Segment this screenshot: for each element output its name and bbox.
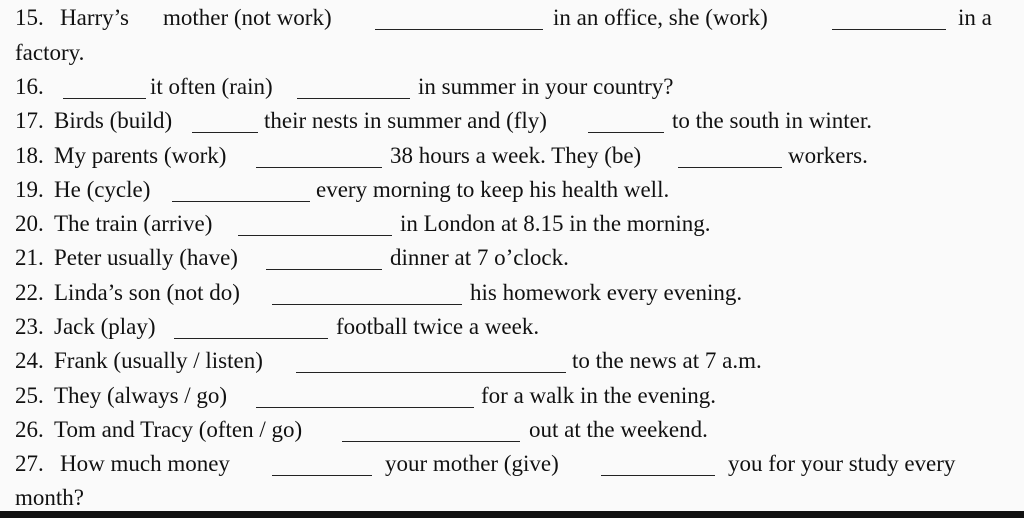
answer-blank[interactable] bbox=[342, 441, 520, 442]
item-text: They (always / go) bbox=[54, 383, 228, 408]
answer-blank[interactable] bbox=[256, 167, 382, 168]
item-number: 24. bbox=[15, 348, 44, 373]
item-number: 20. bbox=[15, 211, 44, 236]
item-text: every morning to keep his health well. bbox=[316, 177, 670, 202]
item-text: to the news at 7 a.m. bbox=[572, 348, 762, 373]
item-text: in an office, she (work) bbox=[553, 5, 768, 30]
item-text: factory. bbox=[15, 40, 85, 65]
item-text: Harry’s bbox=[60, 5, 129, 30]
answer-blank[interactable] bbox=[375, 29, 543, 30]
item-number: 18. bbox=[15, 143, 44, 168]
answer-blank[interactable] bbox=[272, 475, 372, 476]
item-text: My parents (work) bbox=[54, 143, 227, 168]
item-number: 22. bbox=[15, 280, 44, 305]
item-text: his homework every evening. bbox=[470, 280, 743, 305]
item-text: it often (rain) bbox=[150, 74, 273, 99]
item-text: Birds (build) bbox=[54, 108, 173, 133]
answer-blank[interactable] bbox=[192, 132, 258, 133]
answer-blank[interactable] bbox=[678, 167, 782, 168]
item-text: their nests in summer and (fly) bbox=[264, 108, 547, 133]
item-number: 27. bbox=[15, 451, 44, 476]
item-number: 23. bbox=[15, 314, 44, 339]
answer-blank[interactable] bbox=[601, 475, 715, 476]
item-text: to the south in winter. bbox=[672, 108, 872, 133]
answer-blank[interactable] bbox=[172, 201, 310, 202]
item-text: Linda’s son (not do) bbox=[54, 280, 240, 305]
item-text: in summer in your country? bbox=[418, 74, 674, 99]
answer-blank[interactable] bbox=[256, 407, 474, 408]
item-number: 15. bbox=[15, 5, 44, 30]
item-text: workers. bbox=[788, 143, 868, 168]
item-text: dinner at 7 o’clock. bbox=[390, 245, 569, 270]
answer-blank[interactable] bbox=[832, 29, 946, 30]
answer-blank[interactable] bbox=[272, 304, 462, 305]
item-text: for a walk in the evening. bbox=[481, 383, 717, 408]
item-text: your mother (give) bbox=[385, 451, 559, 476]
item-text: football twice a week. bbox=[336, 314, 540, 339]
item-text: you for your study every bbox=[728, 451, 956, 476]
item-number: 19. bbox=[15, 177, 44, 202]
item-number: 17. bbox=[15, 108, 44, 133]
item-number: 21. bbox=[15, 245, 44, 270]
item-text: Jack (play) bbox=[54, 314, 156, 339]
item-text: Tom and Tracy (often / go) bbox=[54, 417, 303, 442]
item-text: in a bbox=[958, 5, 992, 30]
page-bottom-edge bbox=[0, 511, 1024, 518]
item-number: 26. bbox=[15, 417, 44, 442]
item-text: Frank (usually / listen) bbox=[54, 348, 263, 373]
answer-blank[interactable] bbox=[588, 132, 664, 133]
answer-blank[interactable] bbox=[266, 269, 382, 270]
answer-blank[interactable] bbox=[297, 98, 410, 99]
answer-blank[interactable] bbox=[174, 338, 328, 339]
answer-blank[interactable] bbox=[296, 372, 566, 373]
item-number: 25. bbox=[15, 383, 44, 408]
answer-blank[interactable] bbox=[238, 235, 392, 236]
item-number: 16. bbox=[15, 74, 44, 99]
item-text: How much money bbox=[60, 451, 230, 476]
item-text: Peter usually (have) bbox=[54, 245, 238, 270]
item-text: mother (not work) bbox=[163, 5, 332, 30]
item-text: 38 hours a week. They (be) bbox=[390, 143, 642, 168]
item-text: month? bbox=[15, 485, 84, 510]
item-text: The train (arrive) bbox=[54, 211, 213, 236]
item-text: in London at 8.15 in the morning. bbox=[400, 211, 711, 236]
item-text: He (cycle) bbox=[54, 177, 151, 202]
item-text: out at the weekend. bbox=[529, 417, 708, 442]
answer-blank[interactable] bbox=[63, 98, 146, 99]
